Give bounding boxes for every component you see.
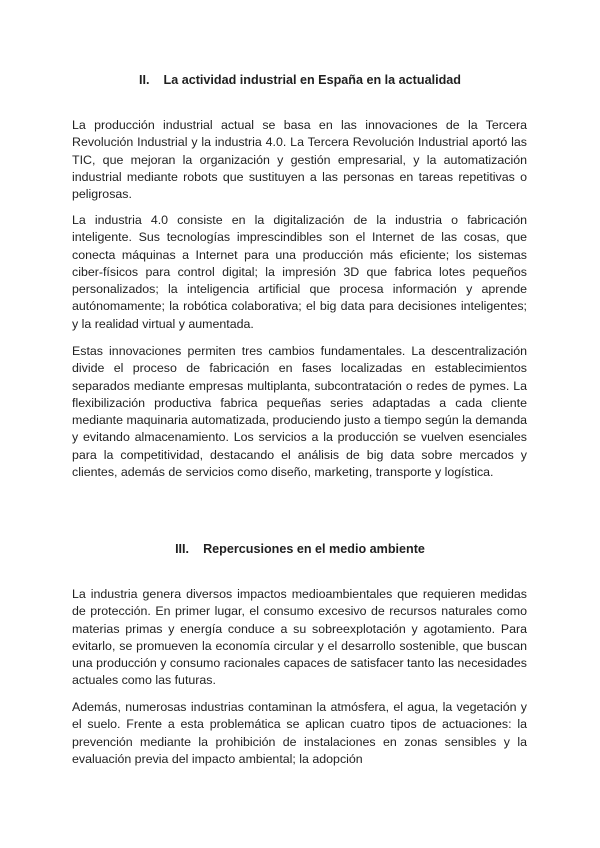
section-heading-ii bbox=[0, 72, 600, 88]
paragraph: Además, numerosas industrias contaminan la atmósfera, el agua, la vegetación y el suelo. Frente a esta problemática se aplican cuatro tipos de actuaciones: la prevención mediante la prohibición de instalaciones en zonas sensibles y la evaluación previa del impacto ambiental; la adopción bbox=[72, 700, 527, 766]
paragraph: Estas innovaciones permiten tres cambios fundamentales. La descentralización divide el proceso de fabricación en fases localizadas en establecimientos separados mediante empresas multiplanta, subcontratación o redes de pymes. La flexibilización productiva fabrica pequeñas series adaptadas a cada cliente mediante maquinaria automatizada, produciendo justo a tiempo según la demanda y evitando almacenamiento. Los servicios a la producción se vuelven esenciales para la competitividad, destacando el análisis de big data sobre mercados y clientes, además de servicios como diseño, marketing, transporte y logística. bbox=[72, 344, 527, 480]
paragraph: La producción industrial actual se basa en las innovaciones de la Tercera Revolución Industrial y la industria 4.0. La Tercera Revolución Industrial aportó las TIC, que mejoran la organización y gestión empresarial, y la automatización industrial mediante robots que sustituyen a las personas en tareas repetitivas o peligrosas. bbox=[72, 118, 527, 202]
section-number: II. bbox=[139, 73, 150, 87]
paragraph: La industria genera diversos impactos medioambientales que requieren medidas de protección. En primer lugar, el consumo excesivo de recursos naturales como materias primas y energía conduce a su sobreexplotación y agotamiento. Para evitarlo, se promueven la economía circular y el desarrollo sostenible, que buscan una producción y consumo racionales capaces de satisfacer tanto las necesidades actuales como las futuras. bbox=[72, 587, 527, 688]
section-title: La actividad industrial en España en la actualidad bbox=[163, 73, 461, 87]
section-title: Repercusiones en el medio ambiente bbox=[203, 542, 425, 556]
section-heading-iii bbox=[0, 541, 600, 557]
section-number: III. bbox=[175, 542, 190, 556]
paragraph: La industria 4.0 consiste en la digitalización de la industria o fabricación inteligente. Sus tecnologías imprescindibles son el Internet de las cosas, que conecta máquinas a Internet para una producción más eficiente; los sistemas ciber-físicos para control digital; la impresión 3D que fabrica lotes pequeños personalizados; la inteligencia artificial que procesa información y aprende autónomamente; la robótica colaborativa; el big data para decisiones inteligentes; y la realidad virtual y aumentada. bbox=[72, 213, 527, 331]
